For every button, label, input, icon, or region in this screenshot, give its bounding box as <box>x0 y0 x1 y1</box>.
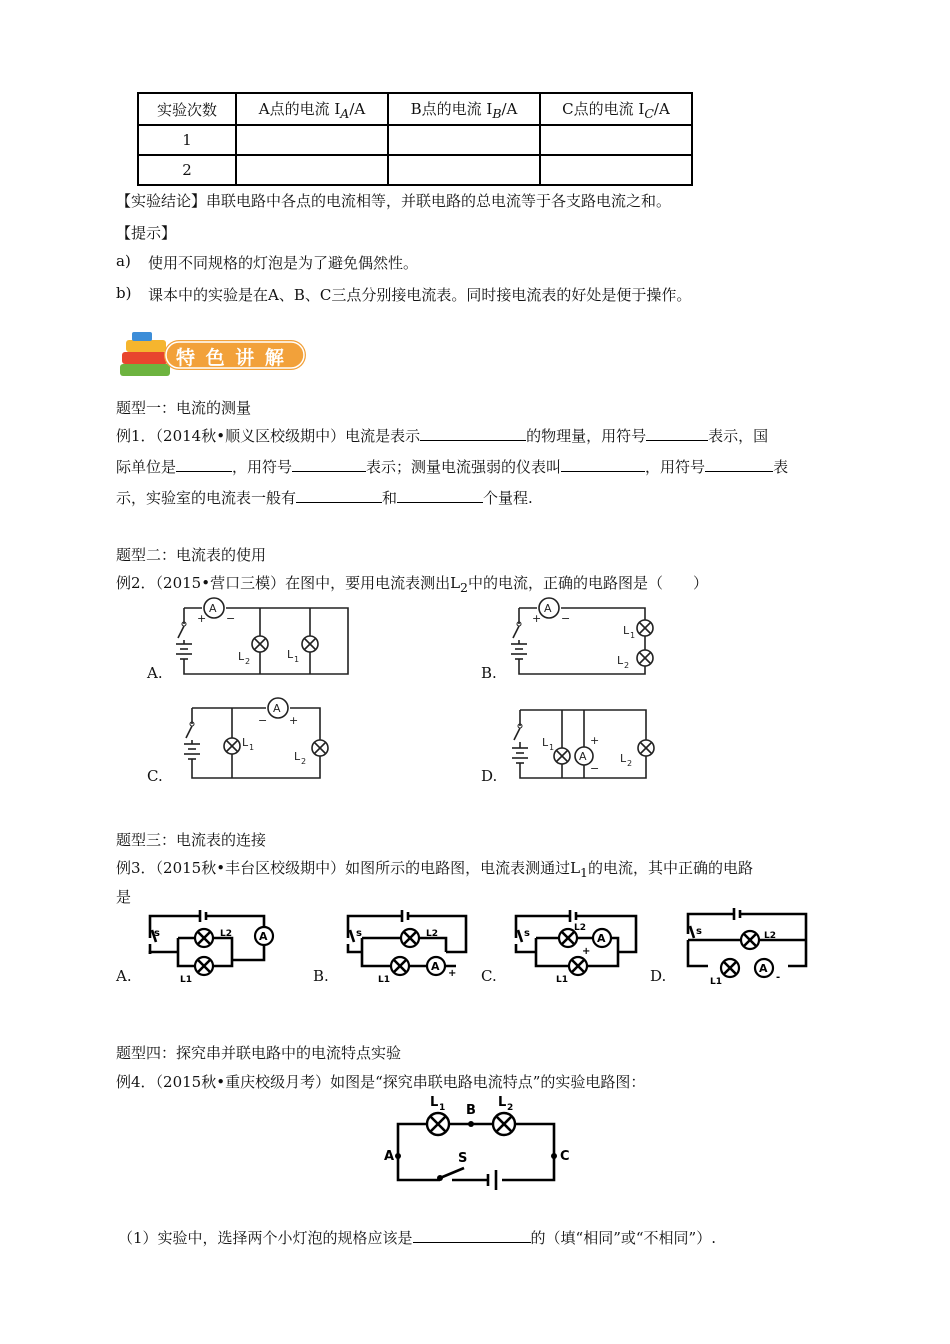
circuit-diagram-a <box>170 594 360 682</box>
answer-blank[interactable] <box>397 486 483 503</box>
svg-text:1: 1 <box>294 655 300 664</box>
table-cell[interactable] <box>236 155 388 185</box>
option-label[interactable]: C. <box>481 967 497 985</box>
table-row <box>138 125 692 155</box>
section-title: 题型二：电流表的使用 <box>116 546 267 564</box>
svg-text:L2: L2 <box>764 931 776 941</box>
svg-text:L: L <box>238 650 245 663</box>
svg-text:L1: L1 <box>556 975 568 985</box>
table-header-row <box>138 93 692 125</box>
svg-text:L1: L1 <box>378 975 390 985</box>
svg-text:L1: L1 <box>180 975 192 985</box>
svg-text:A: A <box>579 750 587 763</box>
svg-text:L1: L1 <box>710 977 722 986</box>
svg-text:A: A <box>273 702 281 715</box>
lamp-l1-label: L <box>430 1095 439 1110</box>
question-line: 例2．（2015•营口三模）在图中，要用电流表测出$L_2$中的电流，正确的电路图是（ ） <box>116 574 708 595</box>
svg-text:A: A <box>431 960 440 973</box>
option-label[interactable]: D. <box>481 767 498 785</box>
svg-text:+: + <box>590 734 600 747</box>
answer-blank[interactable] <box>705 455 773 472</box>
circuit-diagram-q3-b <box>338 906 478 986</box>
tip-text: 课本中的实验是在A、B、C三点分别接电流表。同时接电流表的好处是便于操作。 <box>148 286 692 304</box>
tips-title: 【提示】 <box>116 224 177 242</box>
svg-text:s: s <box>356 928 362 939</box>
svg-text:+: + <box>448 968 457 979</box>
table-header-cell: 实验次数 <box>138 93 236 125</box>
svg-text:A: A <box>544 602 552 615</box>
circuit-diagram-q3-d <box>678 904 818 986</box>
question-line: 示，实验室的电流表一般有 和 个量程. <box>116 486 533 508</box>
answer-blank[interactable] <box>420 424 526 441</box>
point-a-label: A <box>384 1149 395 1164</box>
svg-text:1: 1 <box>549 743 555 752</box>
option-label[interactable]: D. <box>650 967 667 985</box>
section-banner <box>118 330 310 380</box>
table-cell: 2 <box>138 155 236 185</box>
table-cell[interactable] <box>540 155 692 185</box>
circuit-diagram-q3-a <box>140 906 288 986</box>
svg-text:A: A <box>759 962 768 975</box>
svg-text:s: s <box>696 926 702 937</box>
svg-text:L: L <box>287 648 294 661</box>
answer-blank[interactable] <box>296 486 382 503</box>
svg-text:2: 2 <box>301 757 307 766</box>
svg-text:2: 2 <box>624 661 630 670</box>
svg-text:L: L <box>623 624 630 637</box>
svg-text:−: − <box>258 714 268 727</box>
svg-text:+: + <box>289 714 299 727</box>
svg-text:L2: L2 <box>426 929 438 939</box>
svg-text:L: L <box>617 654 624 667</box>
svg-text:−: − <box>590 762 600 775</box>
option-label[interactable]: A. <box>116 967 132 985</box>
svg-text:2: 2 <box>507 1103 514 1113</box>
svg-text:1: 1 <box>630 631 636 640</box>
answer-blank[interactable] <box>413 1226 531 1243</box>
answer-blank[interactable] <box>292 455 366 472</box>
tip-marker: a) <box>116 252 131 270</box>
circuit-diagram-q3-c <box>506 906 646 986</box>
svg-text:L2: L2 <box>220 929 232 939</box>
svg-text:s: s <box>524 928 530 939</box>
question-line: 际单位是 ，用符号 表示；测量电流强弱的仪表叫 ，用符号 表 <box>116 455 788 477</box>
table-cell[interactable] <box>388 125 540 155</box>
question-line: 是 <box>116 888 132 906</box>
circuit-diagram-b <box>505 594 675 682</box>
option-label[interactable]: C. <box>147 767 163 785</box>
svg-text:1: 1 <box>249 743 255 752</box>
experiment-table <box>137 92 693 186</box>
switch-label: S <box>458 1151 468 1166</box>
table-cell[interactable] <box>236 125 388 155</box>
experiment-conclusion: 【实验结论】串联电路中各点的电流相等，并联电路的总电流等于各支路电流之和。 <box>116 192 672 210</box>
svg-text:+: + <box>582 946 591 957</box>
section-title: 题型三：电流表的连接 <box>116 831 267 849</box>
option-label[interactable]: B. <box>481 664 497 682</box>
svg-text:-: - <box>776 972 781 983</box>
table-header-cell: B点的电流 $I_B/A$ <box>388 93 540 125</box>
svg-text:L: L <box>294 750 301 763</box>
svg-text:−: − <box>226 612 236 625</box>
circuit-diagram-c <box>178 694 338 784</box>
svg-text:L: L <box>242 736 249 749</box>
point-c-label: C <box>560 1149 570 1164</box>
table-row <box>138 155 692 185</box>
svg-text:1: 1 <box>439 1103 446 1113</box>
svg-text:+: + <box>197 612 207 625</box>
tip-marker: b) <box>116 284 132 302</box>
question-line: （1）实验中，选择两个小灯泡的规格应该是 的（填“相同”或“不相同”）. <box>118 1226 716 1248</box>
table-cell[interactable] <box>540 125 692 155</box>
svg-text:L2: L2 <box>574 923 586 933</box>
table-header-cell: A点的电流 $I_A/A$ <box>236 93 388 125</box>
lamp-l2-label: L <box>498 1095 507 1110</box>
answer-blank[interactable] <box>646 424 708 441</box>
svg-text:A: A <box>597 932 606 945</box>
section-title: 题型四：探究串并联电路中的电流特点实验 <box>116 1044 402 1062</box>
answer-blank[interactable] <box>176 455 232 472</box>
svg-text:L: L <box>620 752 627 765</box>
circuit-diagram-d <box>506 700 666 786</box>
svg-text:L: L <box>542 736 549 749</box>
svg-text:+: + <box>532 612 542 625</box>
svg-text:A: A <box>209 602 217 615</box>
svg-text:s: s <box>154 928 160 939</box>
svg-text:2: 2 <box>627 759 633 768</box>
series-circuit-diagram <box>378 1090 578 1194</box>
question-line: 例3．（2015秋•丰台区校级期中）如图所示的电路图，电流表测通过$L_1$的电流，其中正确的电路 <box>116 859 753 880</box>
table-header-cell: C点的电流 $I_C/A$ <box>540 93 692 125</box>
point-b-label: B <box>466 1103 476 1118</box>
banner-title: 特 色 讲 解 <box>176 347 286 369</box>
question-line: 例1．（2014秋•顺义区校级期中）电流是表示 的物理量，用符号 表示，国 <box>116 424 768 446</box>
table-cell[interactable] <box>388 155 540 185</box>
table-cell: 1 <box>138 125 236 155</box>
svg-text:2: 2 <box>245 657 251 666</box>
svg-text:−: − <box>561 612 571 625</box>
question-line: 例4．（2015秋•重庆校级月考）如图是“探究串联电路电流特点”的实验电路图： <box>116 1073 646 1091</box>
section-title: 题型一：电流的测量 <box>116 399 252 417</box>
svg-text:A: A <box>259 930 268 943</box>
option-label[interactable]: A. <box>147 664 163 682</box>
option-label[interactable]: B. <box>313 967 329 985</box>
answer-blank[interactable] <box>561 455 645 472</box>
tip-text: 使用不同规格的灯泡是为了避免偶然性。 <box>148 254 419 272</box>
